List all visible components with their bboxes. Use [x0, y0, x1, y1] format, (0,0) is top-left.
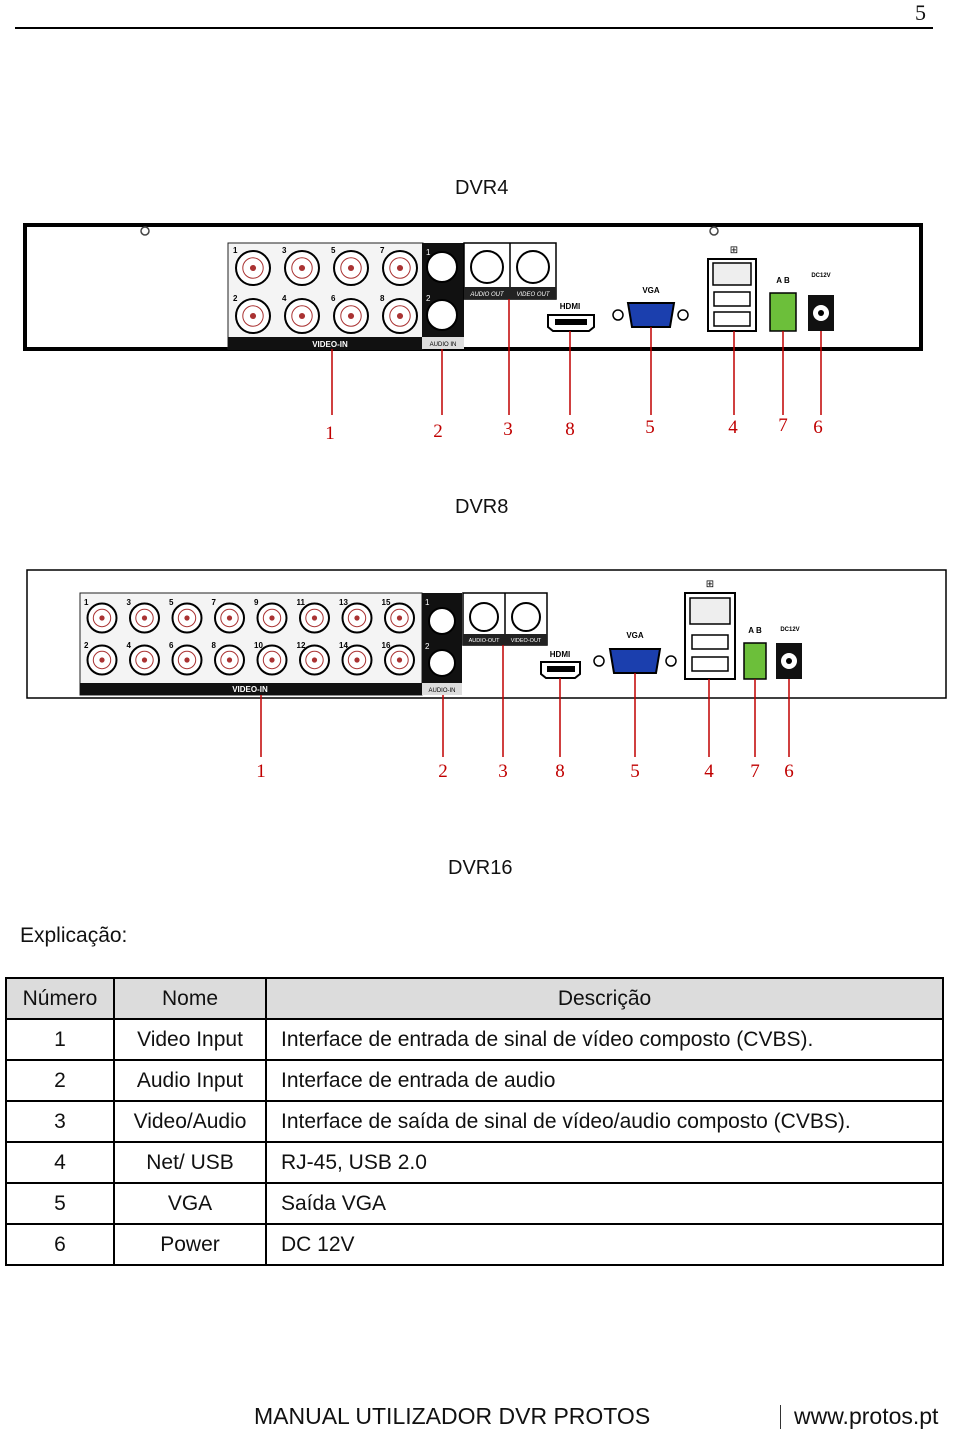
column-header-description: Descrição — [266, 978, 943, 1019]
bnc-pin — [299, 313, 305, 319]
dvr4-vga-label: VGA — [642, 286, 660, 295]
dvr8-dc-label: DC12V — [780, 627, 800, 633]
svg-text:1: 1 — [425, 598, 430, 607]
dvr8-audio-in-label: AUDIO-IN — [428, 688, 456, 694]
row-name: Audio Input — [114, 1060, 266, 1101]
vga-port-icon — [628, 303, 674, 327]
video-out-connector-icon — [512, 603, 540, 631]
callout-7: 7 — [750, 761, 760, 782]
bnc-pin — [397, 265, 403, 271]
bnc-pin — [227, 615, 232, 620]
explanation-title: Explicação: — [20, 924, 128, 947]
rs485-terminal-icon — [770, 293, 796, 331]
bnc-pin — [99, 615, 104, 620]
callout-7: 7 — [778, 415, 788, 436]
bnc-pin — [269, 657, 274, 662]
row-description: Interface de saída de sinal de vídeo/audio composto (CVBS). — [266, 1101, 943, 1142]
table-row — [6, 1101, 943, 1142]
row-number: 4 — [6, 1142, 114, 1183]
dvr8-ab-label: A B — [748, 626, 762, 635]
bnc-channel-number: 6 — [331, 294, 336, 303]
bnc-pin — [354, 615, 359, 620]
bnc-pin — [184, 657, 189, 662]
bnc-channel-number: 7 — [380, 246, 385, 255]
table-row — [6, 1142, 943, 1183]
usb-port-icon — [714, 292, 750, 306]
row-name: Video Input — [114, 1019, 266, 1060]
dvr8-audio-out-label: AUDIO-OUT — [468, 638, 500, 644]
table-row — [6, 1224, 943, 1265]
footer-website: www.protos.pt — [794, 1403, 939, 1429]
callout-4: 4 — [728, 417, 738, 438]
dvr8-caption: DVR8 — [455, 496, 509, 518]
callout-5: 5 — [645, 417, 655, 438]
callout-2: 2 — [438, 761, 448, 782]
bnc-pin — [142, 615, 147, 620]
explanation-table — [5, 977, 944, 1266]
dvr4-dc-label: DC12V — [811, 273, 831, 279]
table-row — [6, 1060, 943, 1101]
bnc-pin — [142, 657, 147, 662]
rs485-terminal-icon — [744, 643, 766, 679]
dvr8-video-in-label: VIDEO-IN — [232, 685, 268, 694]
audio-in-connector-icon — [429, 608, 455, 634]
row-name: Net/ USB — [114, 1142, 266, 1183]
row-number: 6 — [6, 1224, 114, 1265]
callout-3: 3 — [503, 419, 513, 440]
row-name: VGA — [114, 1183, 266, 1224]
usb-port-icon — [692, 635, 728, 649]
bnc-pin — [397, 313, 403, 319]
bnc-channel-number: 16 — [381, 641, 391, 650]
row-number: 2 — [6, 1060, 114, 1101]
callout-3: 3 — [498, 761, 508, 782]
callout-8: 8 — [555, 761, 565, 782]
table-row — [6, 1183, 943, 1224]
column-header-name: Nome — [114, 978, 266, 1019]
dvr4-rear-panel-diagram — [0, 215, 960, 445]
bnc-channel-number: 14 — [339, 641, 348, 650]
table-row — [6, 1019, 943, 1060]
dvr4-video-out-label: VIDEO OUT — [516, 292, 550, 298]
row-name: Power — [114, 1224, 266, 1265]
bnc-channel-number: 9 — [254, 598, 259, 607]
callout-2: 2 — [433, 421, 443, 442]
bnc-channel-number: 12 — [296, 641, 306, 650]
dvr4-ab-label: A B — [776, 276, 790, 285]
callout-6: 6 — [813, 417, 823, 438]
callout-4: 4 — [704, 761, 714, 782]
callout-5: 5 — [630, 761, 640, 782]
bnc-channel-number: 3 — [126, 598, 131, 607]
bnc-channel-number: 1 — [233, 246, 238, 255]
bnc-pin — [348, 265, 354, 271]
vga-port-icon — [610, 649, 660, 673]
row-description: Interface de entrada de sinal de vídeo composto (CVBS). — [266, 1019, 943, 1060]
bnc-channel-number: 2 — [84, 641, 89, 650]
network-icon: ⊞ — [729, 245, 739, 256]
bnc-pin — [312, 615, 317, 620]
audio-in-connector-icon — [427, 300, 457, 330]
footer-separator — [780, 1405, 781, 1429]
bnc-channel-number: 15 — [381, 598, 391, 607]
dvr8-vga-label: VGA — [626, 631, 644, 640]
header-rule — [15, 27, 933, 29]
bnc-pin — [184, 615, 189, 620]
dvr4-video-in-label: VIDEO-IN — [312, 340, 348, 349]
bnc-channel-number: 8 — [211, 641, 216, 650]
callout-1: 1 — [325, 423, 335, 444]
row-number: 1 — [6, 1019, 114, 1060]
row-name: Video/Audio — [114, 1101, 266, 1142]
bnc-channel-number: 5 — [169, 598, 174, 607]
row-number: 3 — [6, 1101, 114, 1142]
audio-out-connector-icon — [471, 251, 503, 283]
table-header-row — [6, 978, 943, 1019]
bnc-pin — [227, 657, 232, 662]
bnc-channel-number: 2 — [233, 294, 238, 303]
row-number: 5 — [6, 1183, 114, 1224]
rj45-port-icon — [713, 263, 751, 285]
page-number: 5 — [915, 0, 926, 25]
bnc-pin — [397, 657, 402, 662]
bnc-channel-number: 7 — [211, 598, 216, 607]
usb-port-icon — [714, 312, 750, 326]
bnc-pin — [99, 657, 104, 662]
bnc-pin — [250, 265, 256, 271]
svg-text:1: 1 — [426, 248, 431, 257]
video-out-connector-icon — [517, 251, 549, 283]
column-header-number: Número — [6, 978, 114, 1019]
bnc-channel-number: 5 — [331, 246, 336, 255]
bnc-channel-number: 4 — [126, 641, 131, 650]
row-description: RJ-45, USB 2.0 — [266, 1142, 943, 1183]
bnc-pin — [269, 615, 274, 620]
bnc-pin — [312, 657, 317, 662]
dvr4-hdmi-label: HDMI — [559, 302, 581, 311]
dvr4-audio-out-label: AUDIO OUT — [470, 292, 504, 298]
callout-8: 8 — [565, 419, 575, 440]
bnc-pin — [354, 657, 359, 662]
audio-in-connector-icon — [427, 252, 457, 282]
bnc-channel-number: 1 — [84, 598, 89, 607]
bnc-channel-number: 13 — [339, 598, 348, 607]
dvr4-audio-in-label: AUDIO IN — [429, 342, 457, 348]
row-description: Interface de entrada de audio — [266, 1060, 943, 1101]
svg-text:2: 2 — [425, 642, 430, 651]
bnc-pin — [299, 265, 305, 271]
row-description: Saída VGA — [266, 1183, 943, 1224]
svg-text:2: 2 — [426, 294, 431, 303]
audio-in-connector-icon — [429, 650, 455, 676]
dvr8-video-out-label: VIDEO-OUT — [510, 638, 542, 644]
usb-port-icon — [692, 657, 728, 671]
callout-6: 6 — [784, 761, 794, 782]
bnc-pin — [397, 615, 402, 620]
audio-out-connector-icon — [470, 603, 498, 631]
bnc-pin — [348, 313, 354, 319]
rj45-port-icon — [690, 598, 730, 624]
bnc-channel-number: 4 — [282, 294, 287, 303]
row-description: DC 12V — [266, 1224, 943, 1265]
footer-manual-title: MANUAL UTILIZADOR DVR PROTOS — [254, 1403, 651, 1429]
bnc-channel-number: 8 — [380, 294, 385, 303]
network-icon: ⊞ — [705, 579, 715, 590]
dvr8-rear-panel-diagram — [0, 565, 960, 785]
bnc-pin — [250, 313, 256, 319]
bnc-channel-number: 10 — [254, 641, 263, 650]
dvr4-caption: DVR4 — [455, 177, 509, 199]
bnc-channel-number: 6 — [169, 641, 174, 650]
dvr16-caption: DVR16 — [448, 857, 513, 879]
bnc-channel-number: 3 — [282, 246, 287, 255]
bnc-channel-number: 11 — [296, 598, 305, 607]
callout-1: 1 — [256, 761, 266, 782]
dvr8-hdmi-label: HDMI — [549, 650, 571, 659]
